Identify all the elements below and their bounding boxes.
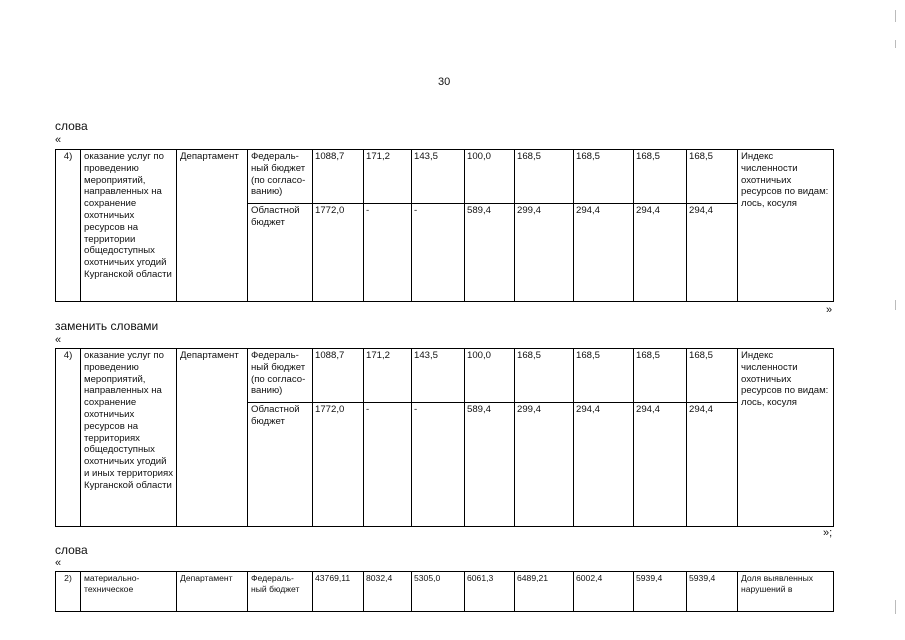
value-cell: 6002,4 <box>574 572 634 612</box>
section2-table <box>55 348 834 527</box>
scan-edge-mark <box>895 10 896 22</box>
value-cell: 294,4 <box>574 204 634 302</box>
indicator-cell: Индекс численности охотничьих ресурсов по видам: лось, косуля <box>738 349 834 527</box>
funding-source-regional: Областной бюджет <box>248 204 313 302</box>
value-cell: - <box>412 403 465 527</box>
executor-cell: Департамент <box>177 349 248 527</box>
section1-table <box>55 149 834 302</box>
value-cell: 5939,4 <box>687 572 738 612</box>
value-cell: 294,4 <box>687 204 738 302</box>
value-cell: 294,4 <box>574 403 634 527</box>
value-cell: 294,4 <box>634 403 687 527</box>
value-cell: 299,4 <box>515 403 574 527</box>
value-cell: - <box>412 204 465 302</box>
value-cell: 5939,4 <box>634 572 687 612</box>
section1-label: слова <box>55 119 88 133</box>
executor-cell: Департамент <box>177 150 248 302</box>
value-cell: 294,4 <box>634 204 687 302</box>
value-cell: 168,5 <box>687 150 738 204</box>
value-cell: 100,0 <box>465 349 515 403</box>
value-cell: 168,5 <box>687 349 738 403</box>
table-row <box>56 572 834 612</box>
value-cell: 168,5 <box>574 349 634 403</box>
value-cell: 100,0 <box>465 150 515 204</box>
value-cell: - <box>364 204 412 302</box>
value-cell: 43769,11 <box>313 572 364 612</box>
section2-close-quote: »; <box>823 527 833 539</box>
value-cell: 143,5 <box>412 150 465 204</box>
value-cell: 1088,7 <box>313 349 364 403</box>
value-cell: 168,5 <box>634 150 687 204</box>
value-cell: 6061,3 <box>465 572 515 612</box>
funding-source-federal: Федераль-ный бюджет <box>248 572 313 612</box>
value-cell: 168,5 <box>634 349 687 403</box>
funding-source-federal: Федераль-ный бюджет (по согласо-ванию) <box>248 150 313 204</box>
section2-label: заменить словами <box>55 319 159 333</box>
value-cell: 168,5 <box>515 349 574 403</box>
page-number: 30 <box>438 76 451 88</box>
value-cell: 299,4 <box>515 204 574 302</box>
section1-open-quote: « <box>55 134 62 146</box>
value-cell: 5305,0 <box>412 572 465 612</box>
table-row <box>56 349 834 403</box>
row-number: 2) <box>56 572 81 612</box>
section1-close-quote: » <box>826 304 833 316</box>
value-cell: 589,4 <box>465 403 515 527</box>
funding-source-regional: Областной бюджет <box>248 403 313 527</box>
section3-open-quote: « <box>55 557 62 569</box>
row-number: 4) <box>56 150 81 302</box>
scan-edge-mark <box>895 600 896 614</box>
value-cell: - <box>364 403 412 527</box>
indicator-cell: Доля выявленных нарушений в <box>738 572 834 612</box>
row-number: 4) <box>56 349 81 527</box>
funding-source-federal: Федераль-ный бюджет (по согласо-ванию) <box>248 349 313 403</box>
value-cell: 294,4 <box>687 403 738 527</box>
executor-cell: Департамент <box>177 572 248 612</box>
service-description: оказание услуг по проведению мероприятий, направленных на сохранение охотничьих ресурсов на территориях общедоступных охотничьих угодий и иных территориях Курганской области <box>81 349 177 527</box>
service-description: материально-техническое <box>81 572 177 612</box>
service-description: оказание услуг по проведению мероприятий, направленных на сохранение охотничьих ресурсов на территории общедоступных охотничьих угодий Курганской области <box>81 150 177 302</box>
value-cell: 168,5 <box>515 150 574 204</box>
value-cell: 589,4 <box>465 204 515 302</box>
value-cell: 8032,4 <box>364 572 412 612</box>
section3-label: слова <box>55 543 88 557</box>
value-cell: 1772,0 <box>313 403 364 527</box>
section2-open-quote: « <box>55 334 62 346</box>
value-cell: 1088,7 <box>313 150 364 204</box>
scan-edge-mark <box>895 40 896 48</box>
indicator-cell: Индекс численности охотничьих ресурсов по видам: лось, косуля <box>738 150 834 302</box>
value-cell: 171,2 <box>364 349 412 403</box>
value-cell: 143,5 <box>412 349 465 403</box>
table-row <box>56 150 834 204</box>
value-cell: 6489,21 <box>515 572 574 612</box>
value-cell: 1772,0 <box>313 204 364 302</box>
value-cell: 168,5 <box>574 150 634 204</box>
value-cell: 171,2 <box>364 150 412 204</box>
scan-edge-mark <box>895 300 896 310</box>
section3-table <box>55 571 834 612</box>
